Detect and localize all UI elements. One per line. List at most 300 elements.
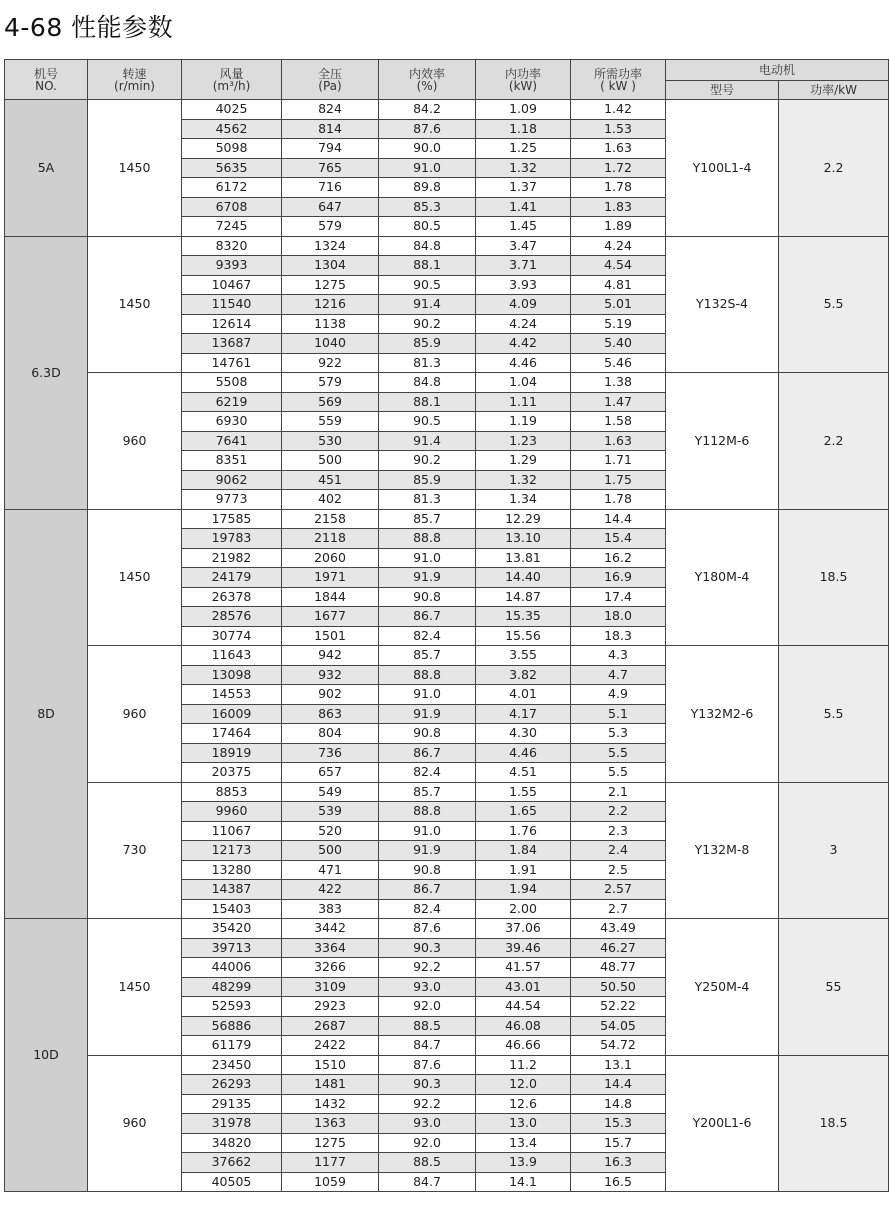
internal-power-cell: 15.56	[476, 626, 571, 646]
required-power-cell: 1.83	[571, 197, 666, 217]
flow-cell: 26293	[182, 1075, 282, 1095]
internal-power-cell: 41.57	[476, 958, 571, 978]
internal-power-cell: 1.41	[476, 197, 571, 217]
internal-power-cell: 46.66	[476, 1036, 571, 1056]
pressure-cell: 1844	[282, 587, 379, 607]
flow-cell: 12614	[182, 314, 282, 334]
required-power-cell: 5.1	[571, 704, 666, 724]
performance-table	[4, 59, 889, 1192]
internal-power-cell: 4.17	[476, 704, 571, 724]
flow-cell: 10467	[182, 275, 282, 295]
required-power-cell: 15.7	[571, 1133, 666, 1153]
header-efficiency	[379, 60, 476, 100]
header-motor-power: 功率/kW	[779, 81, 889, 100]
motor-power-cell: 18.5	[779, 1055, 889, 1192]
efficiency-cell: 92.0	[379, 1133, 476, 1153]
motor-model-cell: Y250M-4	[666, 919, 779, 1056]
required-power-cell: 5.01	[571, 295, 666, 315]
motor-model-cell: Y112M-6	[666, 373, 779, 510]
efficiency-cell: 91.0	[379, 158, 476, 178]
required-power-cell: 4.7	[571, 665, 666, 685]
required-power-cell: 1.47	[571, 392, 666, 412]
speed-cell: 1450	[88, 919, 182, 1056]
internal-power-cell: 43.01	[476, 977, 571, 997]
motor-model-cell: Y200L1-6	[666, 1055, 779, 1192]
flow-cell: 17464	[182, 724, 282, 744]
motor-power-cell: 5.5	[779, 236, 889, 373]
internal-power-cell: 4.01	[476, 685, 571, 705]
efficiency-cell: 85.7	[379, 782, 476, 802]
pressure-cell: 530	[282, 431, 379, 451]
flow-cell: 11540	[182, 295, 282, 315]
header-required-power-unit: ( kW )	[600, 78, 636, 93]
flow-cell: 9062	[182, 470, 282, 490]
internal-power-cell: 4.09	[476, 295, 571, 315]
efficiency-cell: 92.2	[379, 1094, 476, 1114]
internal-power-cell: 15.35	[476, 607, 571, 627]
header-machine-no	[5, 60, 88, 100]
pressure-cell: 500	[282, 841, 379, 861]
motor-model-cell: Y132S-4	[666, 236, 779, 373]
efficiency-cell: 81.3	[379, 353, 476, 373]
header-required-power	[571, 60, 666, 100]
pressure-cell: 3109	[282, 977, 379, 997]
flow-cell: 31978	[182, 1114, 282, 1134]
internal-power-cell: 1.34	[476, 490, 571, 510]
table-header	[5, 60, 889, 100]
flow-cell: 9773	[182, 490, 282, 510]
flow-cell: 18919	[182, 743, 282, 763]
internal-power-cell: 4.46	[476, 353, 571, 373]
pressure-cell: 2687	[282, 1016, 379, 1036]
pressure-cell: 2923	[282, 997, 379, 1017]
flow-cell: 44006	[182, 958, 282, 978]
internal-power-cell: 1.94	[476, 880, 571, 900]
efficiency-cell: 91.9	[379, 568, 476, 588]
required-power-cell: 54.72	[571, 1036, 666, 1056]
flow-cell: 14761	[182, 353, 282, 373]
required-power-cell: 16.2	[571, 548, 666, 568]
required-power-cell: 2.4	[571, 841, 666, 861]
required-power-cell: 4.54	[571, 256, 666, 276]
flow-cell: 5508	[182, 373, 282, 393]
pressure-cell: 3266	[282, 958, 379, 978]
internal-power-cell: 4.24	[476, 314, 571, 334]
machine-no-cell: 6.3D	[5, 236, 88, 509]
efficiency-cell: 87.6	[379, 119, 476, 139]
pressure-cell: 579	[282, 217, 379, 237]
efficiency-cell: 88.8	[379, 665, 476, 685]
pressure-cell: 569	[282, 392, 379, 412]
efficiency-cell: 84.7	[379, 1036, 476, 1056]
required-power-cell: 2.5	[571, 860, 666, 880]
internal-power-cell: 1.04	[476, 373, 571, 393]
internal-power-cell: 1.55	[476, 782, 571, 802]
internal-power-cell: 13.0	[476, 1114, 571, 1134]
flow-cell: 11067	[182, 821, 282, 841]
speed-cell: 1450	[88, 509, 182, 646]
efficiency-cell: 85.7	[379, 509, 476, 529]
pressure-cell: 549	[282, 782, 379, 802]
internal-power-cell: 1.19	[476, 412, 571, 432]
header-pressure	[282, 60, 379, 100]
flow-cell: 5098	[182, 139, 282, 159]
pressure-cell: 3442	[282, 919, 379, 939]
required-power-cell: 2.57	[571, 880, 666, 900]
flow-cell: 6172	[182, 178, 282, 198]
efficiency-cell: 86.7	[379, 743, 476, 763]
header-required-power-label: 所需功率	[593, 66, 642, 81]
pressure-cell: 1324	[282, 236, 379, 256]
internal-power-cell: 14.87	[476, 587, 571, 607]
efficiency-cell: 91.0	[379, 685, 476, 705]
required-power-cell: 4.81	[571, 275, 666, 295]
pressure-cell: 559	[282, 412, 379, 432]
header-flow	[182, 60, 282, 100]
speed-cell: 960	[88, 646, 182, 783]
internal-power-cell: 3.47	[476, 236, 571, 256]
internal-power-cell: 1.18	[476, 119, 571, 139]
required-power-cell: 14.4	[571, 1075, 666, 1095]
required-power-cell: 1.42	[571, 100, 666, 120]
required-power-cell: 2.2	[571, 802, 666, 822]
efficiency-cell: 90.5	[379, 275, 476, 295]
required-power-cell: 5.3	[571, 724, 666, 744]
required-power-cell: 15.4	[571, 529, 666, 549]
flow-cell: 28576	[182, 607, 282, 627]
pressure-cell: 1363	[282, 1114, 379, 1134]
pressure-cell: 579	[282, 373, 379, 393]
header-motor-model: 型号	[666, 81, 779, 100]
required-power-cell: 1.89	[571, 217, 666, 237]
header-motor: 电动机	[666, 60, 889, 81]
header-machine-no-en: NO.	[35, 78, 57, 93]
flow-cell: 13098	[182, 665, 282, 685]
flow-cell: 8351	[182, 451, 282, 471]
flow-cell: 5635	[182, 158, 282, 178]
flow-cell: 24179	[182, 568, 282, 588]
pressure-cell: 1275	[282, 275, 379, 295]
table-row	[5, 782, 889, 802]
required-power-cell: 2.7	[571, 899, 666, 919]
pressure-cell: 922	[282, 353, 379, 373]
flow-cell: 4025	[182, 100, 282, 120]
efficiency-cell: 90.5	[379, 412, 476, 432]
flow-cell: 23450	[182, 1055, 282, 1075]
internal-power-cell: 13.81	[476, 548, 571, 568]
pressure-cell: 1275	[282, 1133, 379, 1153]
efficiency-cell: 91.9	[379, 841, 476, 861]
internal-power-cell: 1.45	[476, 217, 571, 237]
internal-power-cell: 13.9	[476, 1153, 571, 1173]
required-power-cell: 14.8	[571, 1094, 666, 1114]
motor-model-cell: Y180M-4	[666, 509, 779, 646]
flow-cell: 16009	[182, 704, 282, 724]
internal-power-cell: 14.40	[476, 568, 571, 588]
pressure-cell: 2422	[282, 1036, 379, 1056]
table-row	[5, 236, 889, 256]
efficiency-cell: 91.0	[379, 821, 476, 841]
internal-power-cell: 1.91	[476, 860, 571, 880]
required-power-cell: 5.40	[571, 334, 666, 354]
pressure-cell: 657	[282, 763, 379, 783]
pressure-cell: 1481	[282, 1075, 379, 1095]
efficiency-cell: 81.3	[379, 490, 476, 510]
flow-cell: 15403	[182, 899, 282, 919]
internal-power-cell: 1.25	[476, 139, 571, 159]
efficiency-cell: 84.7	[379, 1172, 476, 1192]
required-power-cell: 18.3	[571, 626, 666, 646]
efficiency-cell: 87.6	[379, 1055, 476, 1075]
required-power-cell: 54.05	[571, 1016, 666, 1036]
pressure-cell: 383	[282, 899, 379, 919]
efficiency-cell: 85.9	[379, 470, 476, 490]
internal-power-cell: 12.0	[476, 1075, 571, 1095]
pressure-cell: 1432	[282, 1094, 379, 1114]
speed-cell: 960	[88, 373, 182, 510]
flow-cell: 34820	[182, 1133, 282, 1153]
motor-power-cell: 18.5	[779, 509, 889, 646]
table-row	[5, 646, 889, 666]
efficiency-cell: 89.8	[379, 178, 476, 198]
flow-cell: 52593	[182, 997, 282, 1017]
flow-cell: 7641	[182, 431, 282, 451]
flow-cell: 29135	[182, 1094, 282, 1114]
flow-cell: 4562	[182, 119, 282, 139]
required-power-cell: 17.4	[571, 587, 666, 607]
required-power-cell: 16.9	[571, 568, 666, 588]
required-power-cell: 5.5	[571, 743, 666, 763]
required-power-cell: 14.4	[571, 509, 666, 529]
flow-cell: 37662	[182, 1153, 282, 1173]
pressure-cell: 1138	[282, 314, 379, 334]
efficiency-cell: 90.2	[379, 314, 476, 334]
table-row	[5, 1055, 889, 1075]
page-title: 4-68 性能参数	[4, 13, 174, 42]
flow-cell: 9960	[182, 802, 282, 822]
efficiency-cell: 88.8	[379, 802, 476, 822]
efficiency-cell: 90.8	[379, 860, 476, 880]
efficiency-cell: 86.7	[379, 880, 476, 900]
pressure-cell: 804	[282, 724, 379, 744]
internal-power-cell: 2.00	[476, 899, 571, 919]
pressure-cell: 814	[282, 119, 379, 139]
efficiency-cell: 85.3	[379, 197, 476, 217]
required-power-cell: 1.38	[571, 373, 666, 393]
efficiency-cell: 84.8	[379, 373, 476, 393]
motor-power-cell: 2.2	[779, 100, 889, 237]
pressure-cell: 1177	[282, 1153, 379, 1173]
internal-power-cell: 13.10	[476, 529, 571, 549]
flow-cell: 13687	[182, 334, 282, 354]
internal-power-cell: 3.82	[476, 665, 571, 685]
pressure-cell: 794	[282, 139, 379, 159]
internal-power-cell: 13.4	[476, 1133, 571, 1153]
table-row	[5, 373, 889, 393]
required-power-cell: 2.1	[571, 782, 666, 802]
efficiency-cell: 85.7	[379, 646, 476, 666]
efficiency-cell: 91.4	[379, 431, 476, 451]
efficiency-cell: 91.9	[379, 704, 476, 724]
required-power-cell: 1.78	[571, 178, 666, 198]
efficiency-cell: 88.1	[379, 256, 476, 276]
efficiency-cell: 90.2	[379, 451, 476, 471]
pressure-cell: 647	[282, 197, 379, 217]
required-power-cell: 1.75	[571, 470, 666, 490]
motor-power-cell: 5.5	[779, 646, 889, 783]
flow-cell: 19783	[182, 529, 282, 549]
efficiency-cell: 82.4	[379, 763, 476, 783]
required-power-cell: 4.3	[571, 646, 666, 666]
required-power-cell: 1.53	[571, 119, 666, 139]
flow-cell: 35420	[182, 919, 282, 939]
flow-cell: 14387	[182, 880, 282, 900]
motor-model-cell: Y132M2-6	[666, 646, 779, 783]
header-internal-power-unit: (kW)	[508, 78, 538, 93]
flow-cell: 8320	[182, 236, 282, 256]
required-power-cell: 50.50	[571, 977, 666, 997]
header-speed-label: 转速	[122, 66, 147, 81]
pressure-cell: 1510	[282, 1055, 379, 1075]
header-flow-unit: (m³/h)	[212, 78, 251, 93]
internal-power-cell: 1.32	[476, 470, 571, 490]
internal-power-cell: 4.30	[476, 724, 571, 744]
efficiency-cell: 90.8	[379, 587, 476, 607]
required-power-cell: 1.72	[571, 158, 666, 178]
speed-cell: 1450	[88, 100, 182, 237]
required-power-cell: 1.63	[571, 431, 666, 451]
efficiency-cell: 90.8	[379, 724, 476, 744]
pressure-cell: 863	[282, 704, 379, 724]
flow-cell: 9393	[182, 256, 282, 276]
table-body	[5, 100, 889, 1192]
required-power-cell: 52.22	[571, 997, 666, 1017]
flow-cell: 11643	[182, 646, 282, 666]
flow-cell: 56886	[182, 1016, 282, 1036]
machine-no-cell: 8D	[5, 509, 88, 919]
flow-cell: 6219	[182, 392, 282, 412]
efficiency-cell: 90.3	[379, 938, 476, 958]
flow-cell: 13280	[182, 860, 282, 880]
pressure-cell: 471	[282, 860, 379, 880]
internal-power-cell: 1.32	[476, 158, 571, 178]
required-power-cell: 46.27	[571, 938, 666, 958]
pressure-cell: 1677	[282, 607, 379, 627]
header-speed-unit: (r/min)	[114, 78, 155, 93]
pressure-cell: 2118	[282, 529, 379, 549]
flow-cell: 39713	[182, 938, 282, 958]
pressure-cell: 765	[282, 158, 379, 178]
flow-cell: 12173	[182, 841, 282, 861]
required-power-cell: 4.9	[571, 685, 666, 705]
table-row	[5, 509, 889, 529]
efficiency-cell: 92.2	[379, 958, 476, 978]
efficiency-cell: 80.5	[379, 217, 476, 237]
efficiency-cell: 88.8	[379, 529, 476, 549]
pressure-cell: 422	[282, 880, 379, 900]
efficiency-cell: 88.5	[379, 1016, 476, 1036]
internal-power-cell: 12.6	[476, 1094, 571, 1114]
efficiency-cell: 82.4	[379, 899, 476, 919]
required-power-cell: 16.3	[571, 1153, 666, 1173]
header-efficiency-label: 内效率	[408, 66, 445, 81]
required-power-cell: 2.3	[571, 821, 666, 841]
pressure-cell: 500	[282, 451, 379, 471]
internal-power-cell: 1.11	[476, 392, 571, 412]
motor-power-cell: 55	[779, 919, 889, 1056]
motor-model-cell: Y100L1-4	[666, 100, 779, 237]
required-power-cell: 4.24	[571, 236, 666, 256]
header-internal-power	[476, 60, 571, 100]
header-flow-label: 风量	[219, 66, 244, 81]
speed-cell: 1450	[88, 236, 182, 373]
internal-power-cell: 11.2	[476, 1055, 571, 1075]
pressure-cell: 1040	[282, 334, 379, 354]
pressure-cell: 716	[282, 178, 379, 198]
internal-power-cell: 1.65	[476, 802, 571, 822]
flow-cell: 17585	[182, 509, 282, 529]
efficiency-cell: 93.0	[379, 1114, 476, 1134]
pressure-cell: 520	[282, 821, 379, 841]
efficiency-cell: 88.1	[379, 392, 476, 412]
required-power-cell: 5.46	[571, 353, 666, 373]
required-power-cell: 16.5	[571, 1172, 666, 1192]
pressure-cell: 824	[282, 100, 379, 120]
flow-cell: 26378	[182, 587, 282, 607]
internal-power-cell: 3.71	[476, 256, 571, 276]
efficiency-cell: 82.4	[379, 626, 476, 646]
efficiency-cell: 90.3	[379, 1075, 476, 1095]
internal-power-cell: 1.37	[476, 178, 571, 198]
flow-cell: 21982	[182, 548, 282, 568]
pressure-cell: 1059	[282, 1172, 379, 1192]
pressure-cell: 902	[282, 685, 379, 705]
internal-power-cell: 1.84	[476, 841, 571, 861]
flow-cell: 61179	[182, 1036, 282, 1056]
required-power-cell: 5.19	[571, 314, 666, 334]
table-row	[5, 100, 889, 120]
machine-no-cell: 10D	[5, 919, 88, 1192]
internal-power-cell: 3.55	[476, 646, 571, 666]
efficiency-cell: 86.7	[379, 607, 476, 627]
pressure-cell: 1501	[282, 626, 379, 646]
required-power-cell: 48.77	[571, 958, 666, 978]
pressure-cell: 1971	[282, 568, 379, 588]
pressure-cell: 942	[282, 646, 379, 666]
header-machine-no-label: 机号	[33, 66, 58, 81]
pressure-cell: 736	[282, 743, 379, 763]
efficiency-cell: 93.0	[379, 977, 476, 997]
required-power-cell: 1.63	[571, 139, 666, 159]
flow-cell: 30774	[182, 626, 282, 646]
required-power-cell: 18.0	[571, 607, 666, 627]
pressure-cell: 1216	[282, 295, 379, 315]
internal-power-cell: 1.23	[476, 431, 571, 451]
internal-power-cell: 12.29	[476, 509, 571, 529]
efficiency-cell: 88.5	[379, 1153, 476, 1173]
header-pressure-label: 全压	[317, 66, 342, 81]
efficiency-cell: 84.8	[379, 236, 476, 256]
pressure-cell: 932	[282, 665, 379, 685]
speed-cell: 730	[88, 782, 182, 919]
efficiency-cell: 87.6	[379, 919, 476, 939]
required-power-cell: 5.5	[571, 763, 666, 783]
efficiency-cell: 90.0	[379, 139, 476, 159]
required-power-cell: 1.58	[571, 412, 666, 432]
required-power-cell: 43.49	[571, 919, 666, 939]
header-efficiency-unit: (%)	[416, 78, 438, 93]
table-row	[5, 919, 889, 939]
